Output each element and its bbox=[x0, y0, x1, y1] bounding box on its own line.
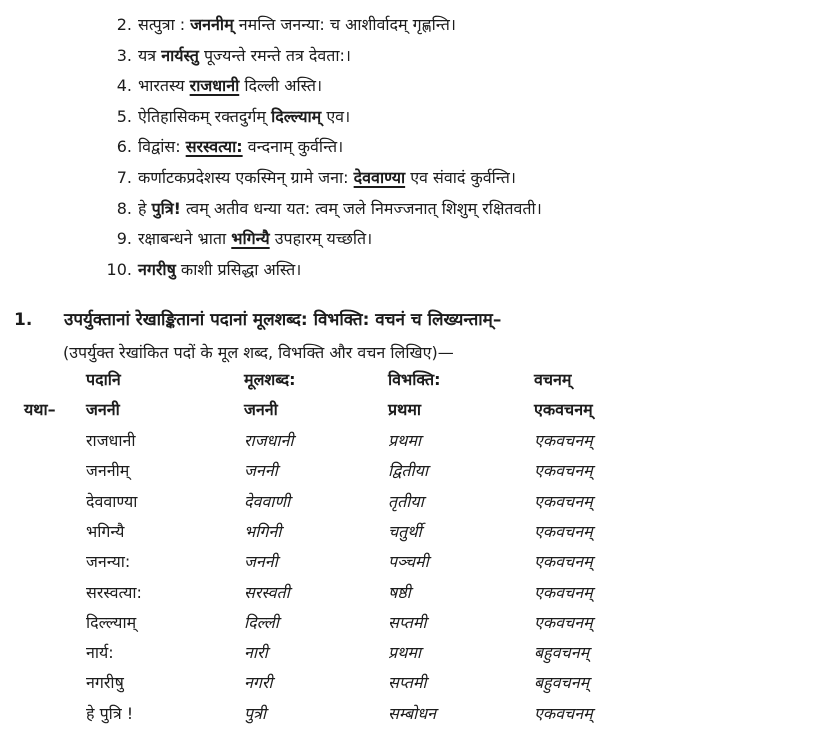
sentence-number: 10. bbox=[106, 259, 132, 279]
table-cell-vachanam: बहुवचनम् bbox=[534, 643, 590, 663]
table-cell-vachanam: एकवचनम् bbox=[534, 552, 593, 572]
table-cell-vibhakti: सप्तमी bbox=[388, 673, 427, 693]
sentence-text: रक्षाबन्धने भ्राता bbox=[138, 229, 232, 249]
table-cell-mulashabda: जननी bbox=[244, 552, 278, 572]
sentence-line bbox=[106, 134, 343, 160]
sentence-number: 9. bbox=[116, 229, 132, 249]
table-cell-mulashabda: सरस्वती bbox=[244, 582, 290, 602]
question-heading bbox=[14, 307, 501, 333]
table-cell-vachanam: एकवचनम् bbox=[534, 461, 593, 481]
header-vachanam: वचनम् bbox=[534, 370, 572, 389]
table-cell-pada: नगरीषु bbox=[86, 673, 124, 693]
header-padani: पदानि bbox=[86, 370, 121, 389]
example-vibhakti: प्रथमा bbox=[388, 400, 422, 419]
sentence-number: 7. bbox=[116, 168, 132, 187]
highlighted-word: सरस्वत्या: bbox=[185, 137, 243, 157]
sentence-line bbox=[106, 165, 516, 191]
sentence-text: काशी प्रसिद्धा अस्ति। bbox=[175, 259, 302, 279]
table-cell-pada: नार्य: bbox=[86, 643, 114, 663]
highlighted-word: दिल्ल्याम् bbox=[271, 106, 322, 126]
table-cell-vibhakti: सप्तमी bbox=[388, 612, 427, 632]
sentence-number: 6. bbox=[116, 137, 132, 157]
table-cell-vibhakti: तृतीया bbox=[388, 491, 424, 511]
table-cell-vibhakti: प्रथमा bbox=[388, 643, 422, 663]
question-number: 1. bbox=[14, 310, 33, 330]
table-cell-vibhakti: चतुर्थी bbox=[388, 521, 422, 541]
question-hint: (उपर्युक्त रेखांकित पदों के मूल शब्द, विभक्ति और वचन लिखिए)— bbox=[63, 343, 454, 362]
table-cell-vachanam: एकवचनम् bbox=[534, 703, 593, 723]
table-cell-mulashabda: नगरी bbox=[244, 673, 273, 693]
table-cell-vachanam: एकवचनम् bbox=[534, 431, 593, 450]
header-mulashabda: मूलशब्द: bbox=[244, 370, 296, 389]
example-mulashabda: जननी bbox=[244, 400, 278, 419]
table-cell-mulashabda: जननी bbox=[244, 461, 278, 481]
sentence-text: विद्वांस: bbox=[138, 137, 186, 157]
table-cell-mulashabda: राजधानी bbox=[244, 431, 294, 450]
sentence-text: ऐतिहासिकम् रक्तदुर्गम् bbox=[138, 106, 272, 126]
sentence-line bbox=[106, 12, 456, 38]
sentence-line bbox=[106, 73, 322, 99]
sentence-text: वन्दनाम् कुर्वन्ति। bbox=[242, 137, 344, 157]
table-cell-pada: जननीम् bbox=[86, 461, 130, 481]
table-cell-pada: भगिन्यै bbox=[86, 521, 125, 541]
highlighted-word: देववाण्या bbox=[353, 168, 406, 187]
example-vachanam: एकवचनम् bbox=[534, 400, 593, 419]
header-vibhakti: विभक्ति: bbox=[388, 370, 441, 389]
sentence-number: 4. bbox=[116, 76, 132, 96]
table-cell-pada: दिल्ल्याम् bbox=[86, 612, 137, 632]
table-cell-pada: जनन्या: bbox=[86, 552, 131, 572]
table-cell-vibhakti: षष्ठी bbox=[388, 582, 411, 602]
table-cell-vibhakti: पञ्चमी bbox=[388, 552, 429, 572]
table-cell-vachanam: बहुवचनम् bbox=[534, 673, 590, 693]
highlighted-word: नार्यस्तु bbox=[161, 45, 199, 65]
highlighted-word: राजधानी bbox=[189, 76, 240, 96]
table-cell-vachanam: एकवचनम् bbox=[534, 582, 593, 602]
table-cell-vibhakti: द्वितीया bbox=[388, 461, 429, 481]
highlighted-word: भगिन्यै bbox=[231, 229, 270, 249]
sentence-text: एव। bbox=[321, 106, 351, 126]
highlighted-word: जननीम् bbox=[190, 15, 234, 34]
sentence-number: 5. bbox=[116, 106, 132, 126]
table-cell-vachanam: एकवचनम् bbox=[534, 612, 593, 632]
sentence-text: उपहारम् यच्छति। bbox=[269, 229, 373, 249]
table-cell-vachanam: एकवचनम् bbox=[534, 491, 593, 511]
example-label: यथा– bbox=[24, 400, 56, 419]
sentence-text: हे bbox=[138, 198, 152, 218]
sentence-line bbox=[106, 196, 542, 222]
sentence-line bbox=[106, 257, 301, 283]
sentence-text: एव संवादं कुर्वन्ति। bbox=[405, 168, 516, 187]
table-cell-pada: हे पुत्रि ! bbox=[86, 703, 134, 723]
table-cell-pada: देववाण्या bbox=[86, 491, 138, 511]
table-cell-pada: राजधानी bbox=[86, 431, 136, 450]
sentence-line bbox=[106, 43, 351, 69]
highlighted-word: पुत्रि! bbox=[151, 198, 181, 218]
table-cell-mulashabda: भगिनी bbox=[244, 521, 282, 541]
sentence-text: यत्र bbox=[138, 45, 162, 65]
highlighted-word: नगरीषु bbox=[138, 259, 176, 279]
sentence-text: दिल्ली अस्ति। bbox=[239, 76, 323, 96]
table-cell-mulashabda: पुत्री bbox=[244, 703, 267, 723]
question-text: उपर्युक्तानां रेखाङ्कितानां पदानां मूलशब्द: विभक्ति: वचनं च लिख्यन्ताम्– bbox=[64, 310, 502, 330]
table-cell-vachanam: एकवचनम् bbox=[534, 521, 593, 541]
sentence-number: 2. bbox=[116, 15, 132, 34]
example-pada: जननी bbox=[86, 400, 120, 419]
table-cell-pada: सरस्वत्या: bbox=[86, 582, 142, 602]
table-cell-vibhakti: सम्बोधन bbox=[388, 703, 437, 723]
sentence-line bbox=[106, 226, 372, 252]
table-cell-mulashabda: दिल्ली bbox=[244, 612, 279, 632]
sentence-text: पूज्यन्ते रमन्ते तत्र देवता:। bbox=[198, 45, 351, 65]
sentence-text: नमन्ति जनन्या: च आशीर्वादम् गृह्णन्ति। bbox=[233, 15, 456, 34]
sentence-text: त्वम् अतीव धन्या यत: त्वम् जले निमज्जनात् शिशुम् रक्षितवती। bbox=[180, 198, 542, 218]
sentence-text: कर्णाटकप्रदेशस्य एकस्मिन् ग्रामे जना: bbox=[138, 168, 354, 187]
table-cell-vibhakti: प्रथमा bbox=[388, 431, 422, 450]
sentence-text: भारतस्य bbox=[138, 76, 190, 96]
sentence-text: सत्पुत्रा : bbox=[138, 15, 191, 34]
sentence-number: 8. bbox=[116, 198, 132, 218]
table-cell-mulashabda: देववाणी bbox=[244, 491, 291, 511]
sentence-number: 3. bbox=[116, 45, 132, 65]
table-cell-mulashabda: नारी bbox=[244, 643, 268, 663]
sentence-line bbox=[106, 104, 350, 130]
